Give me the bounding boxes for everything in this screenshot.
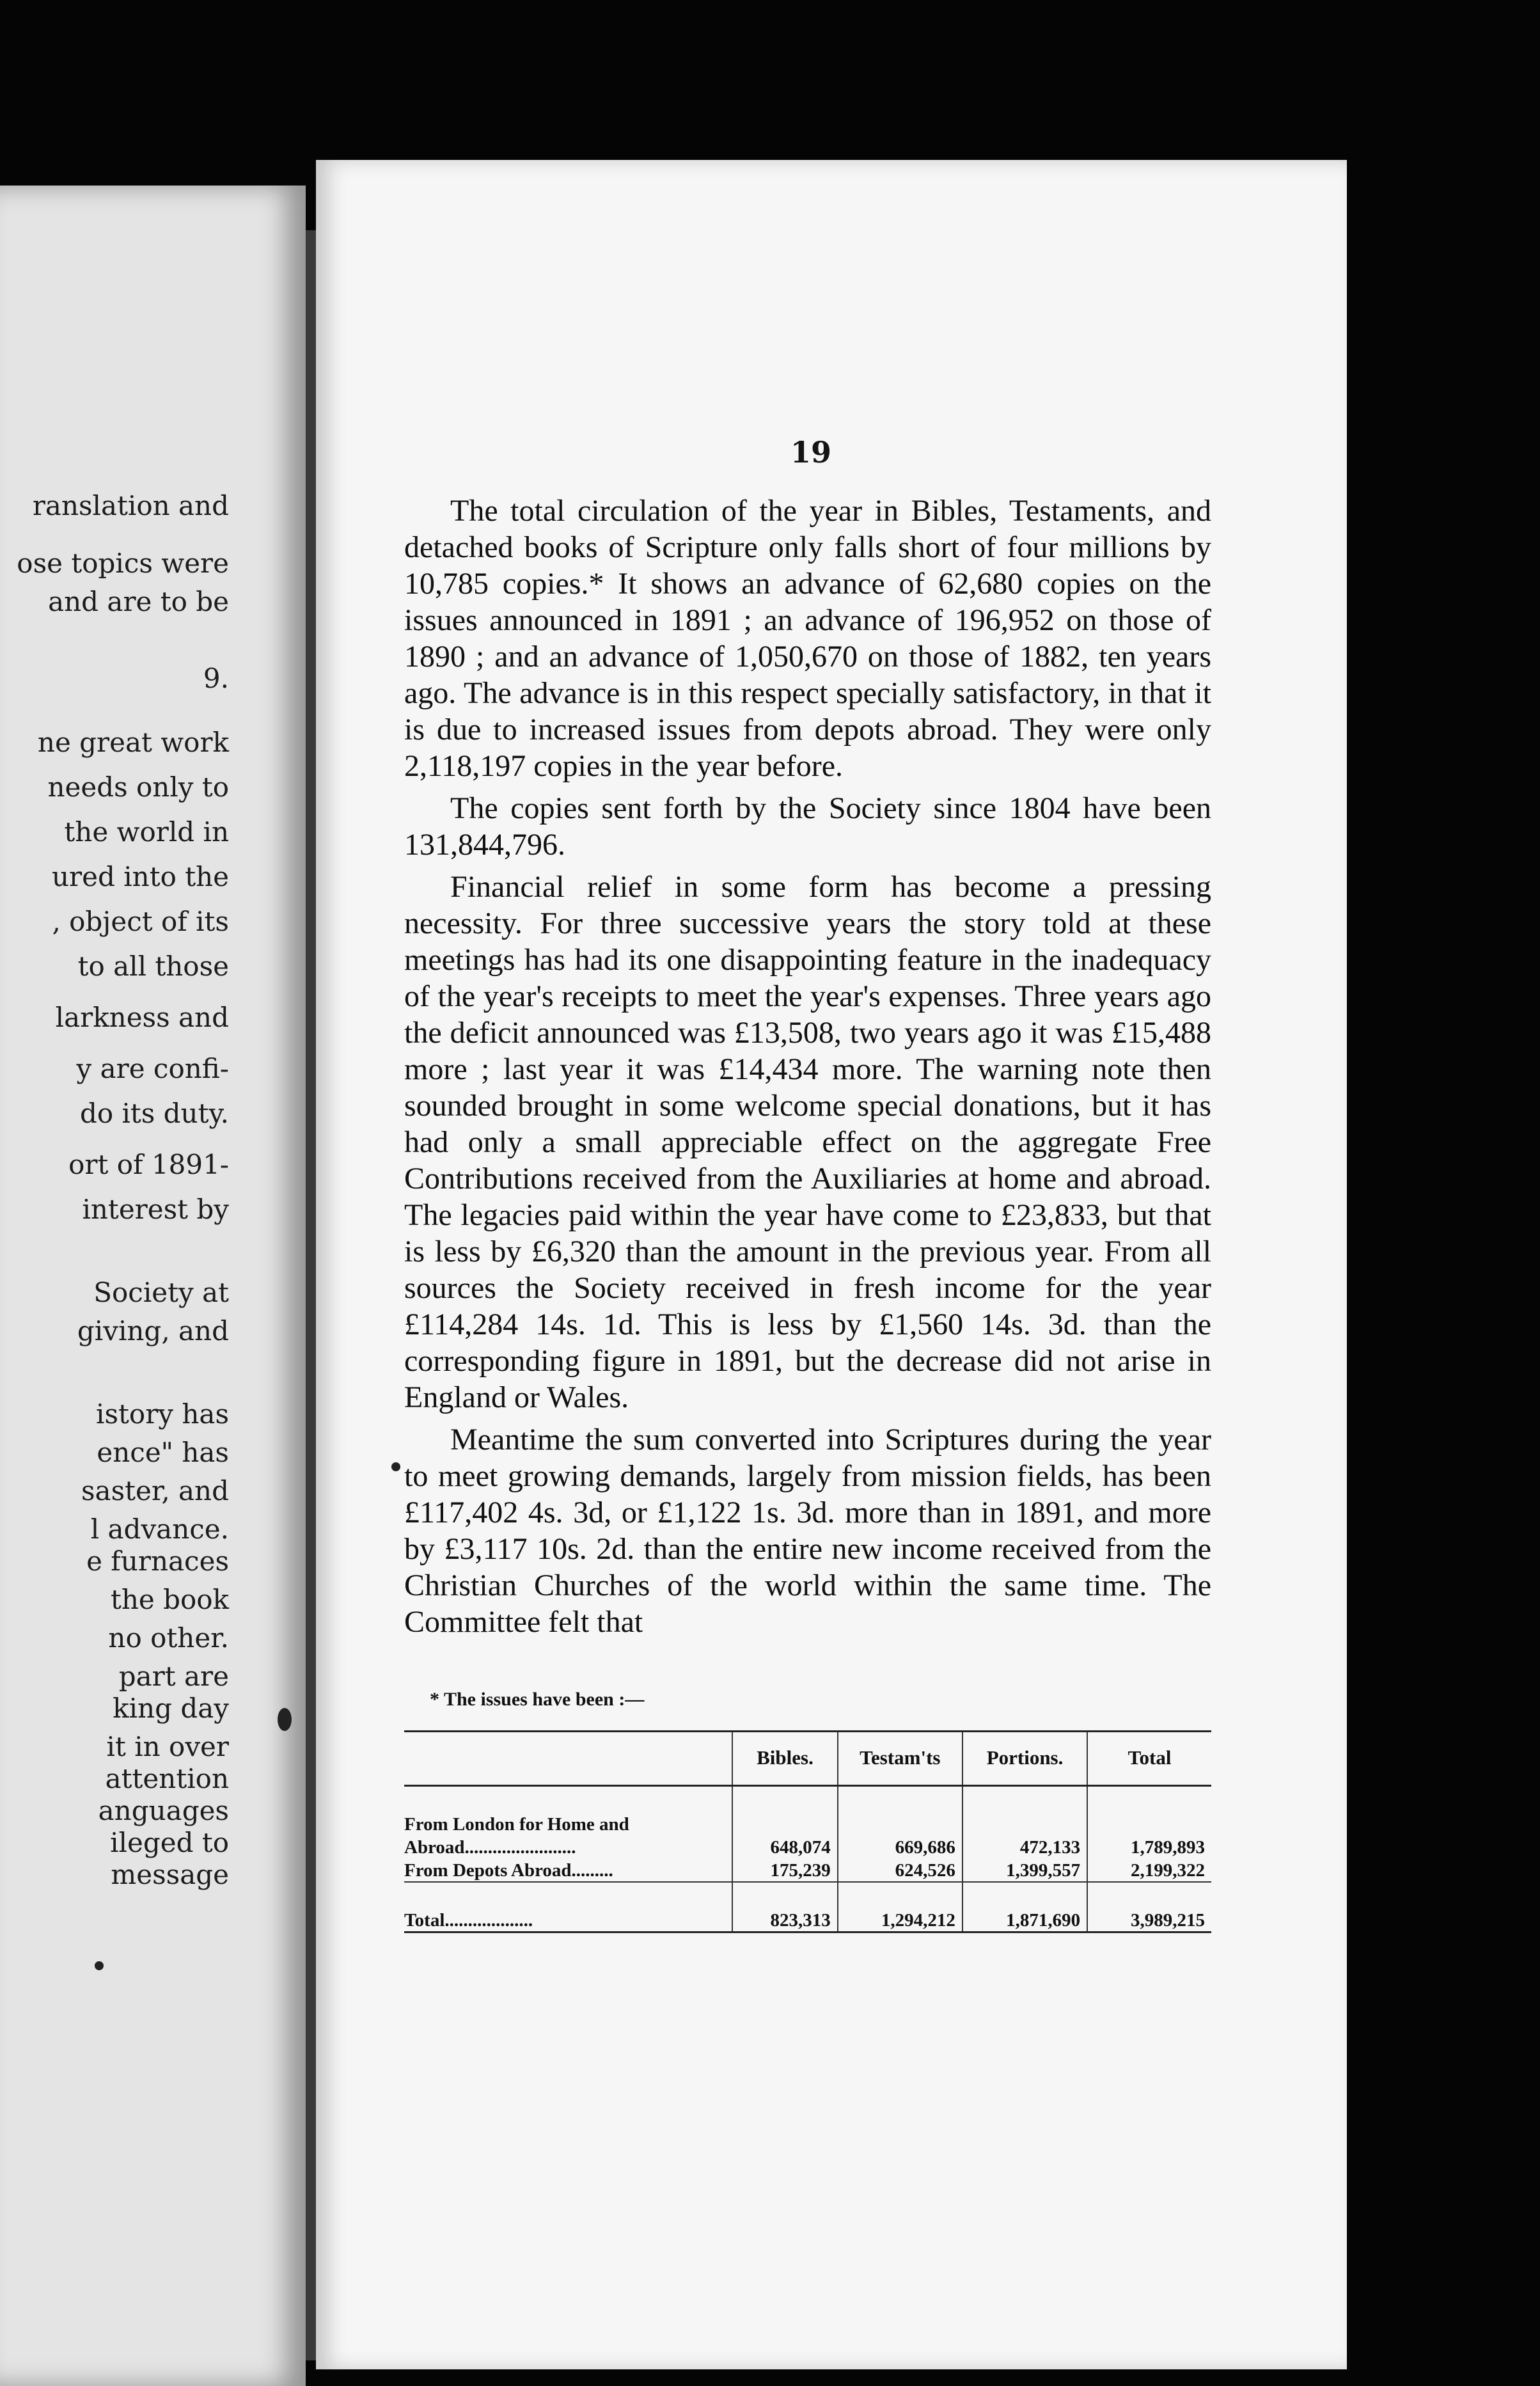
left-page-fragment: l advance. (90, 1513, 229, 1545)
row-value: 175,239 (732, 1858, 837, 1882)
left-page-fragment: ose topics were (17, 548, 229, 579)
left-page-fragment: do its duty. (79, 1098, 229, 1129)
book-gutter (306, 230, 316, 2360)
dust-speck (95, 1961, 104, 1970)
row-value: 669,686 (838, 1835, 962, 1858)
table-total-row (404, 1882, 1211, 1932)
row-value (1087, 1812, 1211, 1835)
total-value: 1,871,690 (962, 1882, 1087, 1932)
paragraph-copies-since-1804: The copies sent forth by the Society since 1804 have been 131,844,796. (404, 791, 1211, 862)
left-page-fragment: e furnaces (86, 1545, 229, 1577)
left-page-fragment: needs only to (47, 771, 229, 803)
row-value: 624,526 (838, 1858, 962, 1882)
row-value: 1,399,557 (962, 1858, 1087, 1882)
total-label: Total................... (404, 1882, 732, 1932)
footnote-intro: * The issues have been :— (430, 1689, 645, 1710)
left-page (0, 186, 306, 2386)
right-page (316, 160, 1347, 2369)
table-spacer-row (404, 1786, 1211, 1813)
left-page-fragment: giving, and (77, 1315, 229, 1347)
row-value (838, 1812, 962, 1835)
total-value: 3,989,215 (1087, 1882, 1211, 1932)
left-page-fragment: and are to be (48, 586, 229, 617)
left-page-fragment: ileged to (110, 1827, 229, 1858)
table-header-testaments: Testam'ts (838, 1732, 962, 1786)
left-page-fragment: ence" has (97, 1437, 229, 1468)
left-page-fragment: ranslation and (32, 490, 229, 521)
row-value: 2,199,322 (1087, 1858, 1211, 1882)
left-page-fragment: message (111, 1859, 229, 1890)
row-value: 472,133 (962, 1835, 1087, 1858)
left-page-fragment: anguages (98, 1795, 229, 1826)
table-row (404, 1812, 1211, 1835)
left-page-fragment: the world in (64, 816, 229, 848)
row-value (732, 1812, 837, 1835)
page-number: 19 (790, 435, 831, 470)
issues-table (404, 1730, 1211, 1933)
table-row (404, 1858, 1211, 1882)
row-value: 1,789,893 (1087, 1835, 1211, 1858)
left-page-fragment: saster, and (81, 1475, 229, 1506)
total-value: 823,313 (732, 1882, 837, 1932)
left-page-fragment: y are confi- (76, 1053, 229, 1084)
left-page-fragment: istory has (96, 1398, 229, 1430)
left-page-fragment: attention (105, 1763, 229, 1794)
left-page-fragment: Society at (93, 1277, 229, 1308)
table-row (404, 1835, 1211, 1858)
body-text (404, 493, 1211, 1646)
left-page-fragment: ne great work (37, 727, 229, 758)
row-label: From London for Home and (404, 1814, 629, 1835)
row-label: From Depots Abroad......... (404, 1860, 613, 1881)
left-page-fragment: interest by (82, 1194, 229, 1225)
table-header-total: Total (1087, 1732, 1211, 1786)
paragraph-financial-relief: Financial relief in some form has become a pressing necessity. For three successive years the story told at these meetings has had its one disappointing feature in the inadequacy of the year's receipts to meet the year's expenses. Three years ago the deficit announced was £13,508, two years ago it was £15,488 more ; last year it was £14,434 more. The warning note then sounded brought in some welcome special donations, but it has had only a small appreciable effect on the aggregate Free Contributions received from the Auxiliaries at home and abroad. The legacies paid within the year have come to £23,833, but that is less by £6,320 than the amount in the previous year. From all sources the Society received in fresh income for the year £114,284 14s. 1d. This is less by £1,560 14s. 3d. than the corresponding figure in 1891, but the decrease did not arise in England or Wales. (404, 870, 1211, 1414)
left-page-fragment: it in over (106, 1731, 229, 1762)
left-page-fragment: , object of its (52, 906, 229, 937)
dust-speck (278, 1708, 292, 1731)
table-header-label (404, 1732, 732, 1786)
left-page-fragment: king day (113, 1693, 229, 1724)
left-page-fragment: no other. (108, 1622, 229, 1654)
left-page-fragment: 9. (203, 663, 229, 694)
row-value: 648,074 (732, 1835, 837, 1858)
dust-speck (391, 1462, 400, 1471)
left-page-fragment: part are (118, 1661, 229, 1692)
left-page-fragment: the book (110, 1584, 229, 1615)
paragraph-scriptures-sum: Meantime the sum converted into Scriptures during the year to meet growing demands, largely from mission fields, has been £117,402 4s. 3d, or £1,122 1s. 3d. more than in 1891, and more by £3,117 10s. 2d. than the entire new income received from the Christian Churches of the world within the same time. The Committee felt that (404, 1423, 1211, 1639)
row-label: Abroad........................ (404, 1837, 576, 1858)
table-header-bibles: Bibles. (732, 1732, 837, 1786)
total-value: 1,294,212 (838, 1882, 962, 1932)
table-header-portions: Portions. (962, 1732, 1087, 1786)
paragraph-circulation: The total circulation of the year in Bibles, Testaments, and detached books of Scripture only falls short of four millions by 10,785 copies.* It shows an advance of 62,680 copies on the issues announced in 1891 ; an advance of 196,952 on those of 1890 ; and an advance of 1,050,670 on those of 1882, ten years ago. The advance is in this respect specially satisfactory, in that it is due to increased issues from depots abroad. They were only 2,118,197 copies in the year before. (404, 494, 1211, 783)
left-page-fragment: ured into the (52, 861, 229, 892)
left-page-fragment: to all those (77, 951, 229, 982)
row-value (962, 1812, 1087, 1835)
left-page-fragment: ort of 1891- (68, 1149, 229, 1180)
left-page-fragment: larkness and (55, 1002, 229, 1033)
